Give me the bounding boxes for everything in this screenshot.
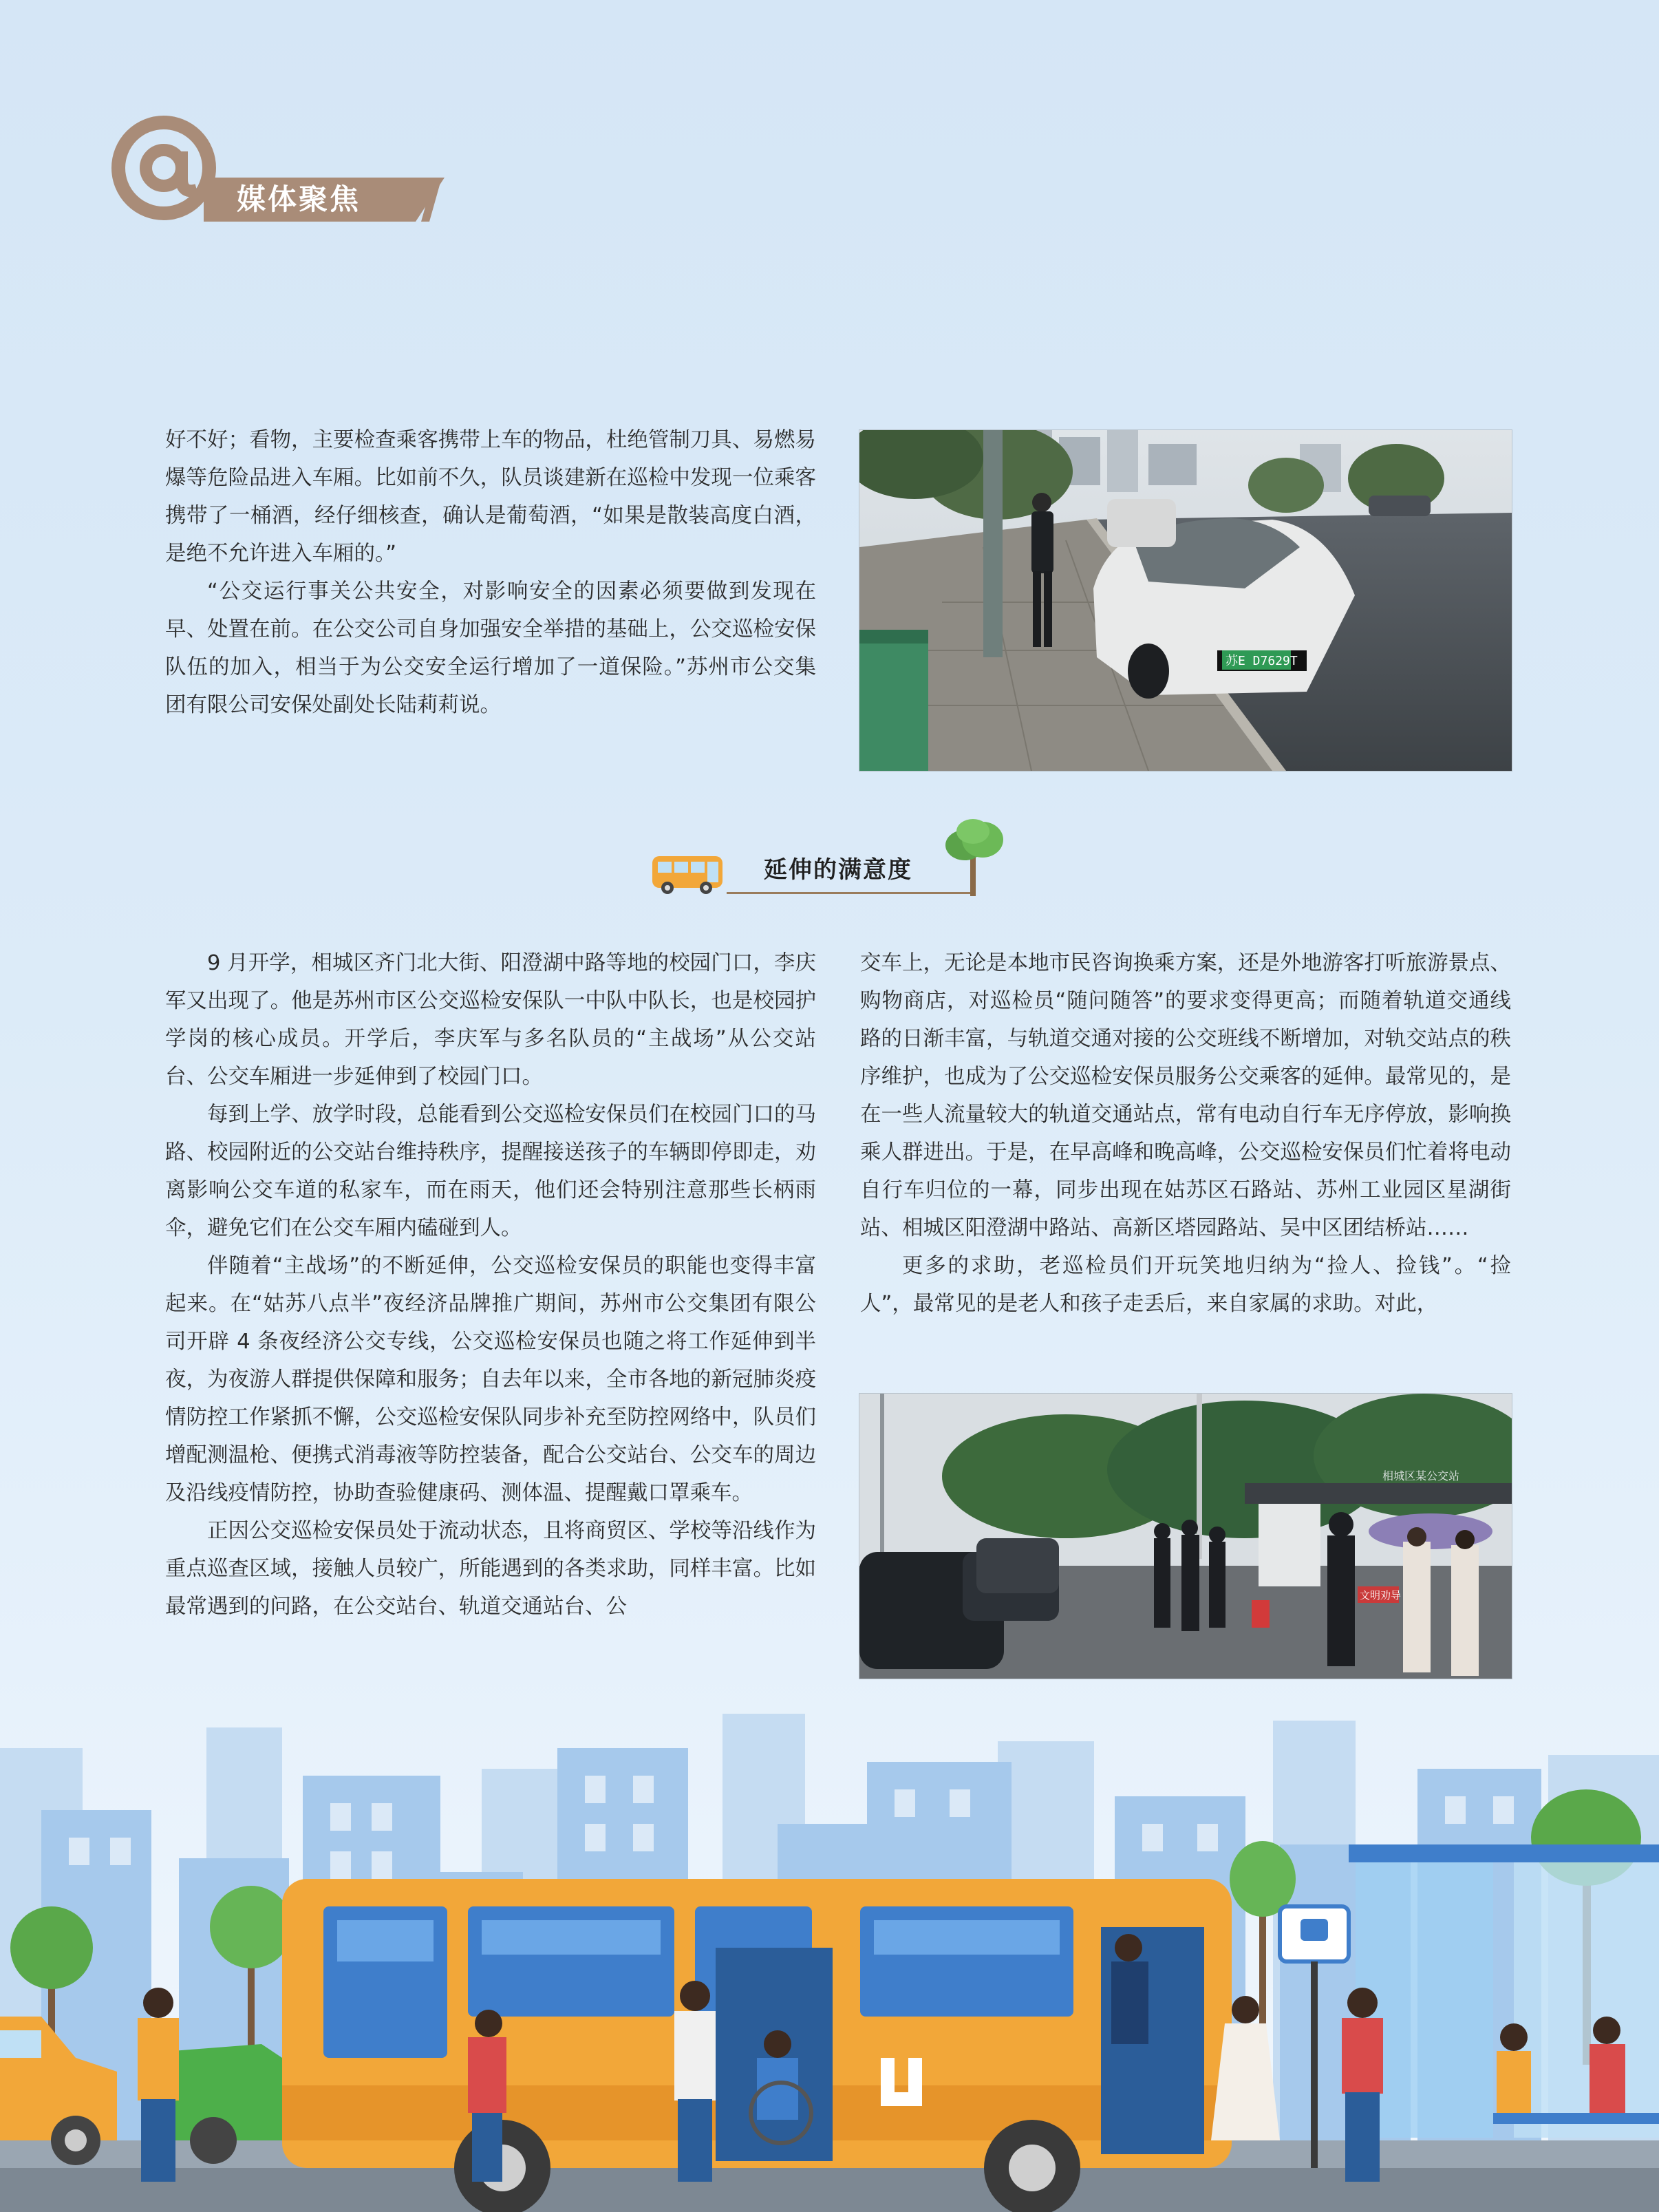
tree-icon [939, 816, 1007, 896]
paragraph: 正因公交巡检安保员处于流动状态，且将商贸区、学校等沿线作为重点巡查区域，接触人员较广，所能遇到的各类求助，同样丰富。比如最常遇到的问路，在公交站台、轨道交通站台、公 [165, 1519, 816, 1619]
license-plate: 苏E D7629T [1225, 654, 1298, 668]
paragraph: 更多的求助，老巡检员们开玩笑地归纳为“捡人、捡钱”。“捡人”，最常见的是老人和孩子走丢后，来自家属的求助。对此， [860, 1254, 1511, 1316]
vest-label: 文明劝导 [1360, 1589, 1402, 1602]
paragraph: 9 月开学，相城区齐门北大街、阳澄湖中路等地的校园门口，李庆军又出现了。他是苏州市区公交巡检安保队一中队中队长，也是校园护学岗的核心成员。开学后，李庆军与多名队员的“主战场”从公交站台、公交车厢进一步延伸到了校园门口。 [165, 951, 816, 1089]
left-column [165, 944, 816, 1626]
section-title: 媒体聚焦 [237, 182, 361, 216]
city-bus-illustration [0, 1700, 1659, 2212]
paragraph: 每到上学、放学时段，总能看到公交巡检安保员们在校园门口的马路、校园附近的公交站台维持秩序，提醒接送孩子的车辆即停即走，劝离影响公交车道的私家车，而在雨天，他们还会特别注意那些长柄雨伞，避免它们在公交车厢内磕碰到人。 [165, 1103, 816, 1240]
paragraph: 交车上，无论是本地市民咨询换乘方案，还是外地游客打听旅游景点、购物商店，对巡检员“随问随答”的要求变得更高；而随着轨道交通线路的日渐丰富，与轨道交通对接的公交班线不断增加，对轨交站点的秩序维护，也成为了公交巡检安保员服务公交乘客的延伸。最常见的，是在一些人流量较大的轨道交通站点，常有电动自行车无序停放，影响换乘人群进出。于是，在早高峰和晚高峰，公交巡检安保员们忙着将电动自行车归位的一幕，同步出现在姑苏区石路站、苏州工业园区星湖街站、相城区阳澄湖中路站、高新区塔园路站、吴中区团结桥站…… [860, 951, 1511, 1240]
photo-bus-stop-patrol [859, 1393, 1512, 1679]
bus-stop-sign: 相城区某公交站 [1382, 1469, 1460, 1482]
right-column [860, 944, 1511, 1323]
bus-icon [651, 853, 724, 896]
photo-patrol-officer-car [859, 429, 1512, 772]
paragraph: “公交运行事关公共安全，对影响安全的因素必须要做到发现在早、处置在前。在公交公司自身加强安全举措的基础上，公交巡检安保队伍的加入，相当于为公交安全运行增加了一道保险。”苏州市公交集团有限公司安保处副处长陆莉莉说。 [165, 579, 816, 717]
section-underline [727, 892, 974, 894]
intro-text [165, 421, 816, 724]
at-symbol-icon [109, 113, 219, 223]
paragraph: 好不好；看物，主要检查乘客携带上车的物品，杜绝管制刀具、易燃易爆等危险品进入车厢。比如前不久，队员谈建新在巡检中发现一位乘客携带了一桶酒，经仔细核查，确认是葡萄酒，“如果是散装高度白酒，是绝不允许进入车厢的。” [165, 428, 816, 566]
paragraph: 伴随着“主战场”的不断延伸，公交巡检安保员的职能也变得丰富起来。在“姑苏八点半”夜经济品牌推广期间，苏州市公交集团有限公司开辟 4 条夜经济公交专线，公交巡检安保员也随之将工作延伸到半夜，为夜游人群提供保障和服务；自去年以来，全市各地的新冠肺炎疫情防控工作紧抓不懈，公交巡检安保队同步补充至防控网络中，队员们增配测温枪、便携式消毒液等防控装备，配合公交站台、公交车的周边及沿线疫情防控，协助查验健康码、测体温、提醒戴口罩乘车。 [165, 1254, 816, 1505]
subsection-title: 延伸的满意度 [764, 856, 912, 884]
